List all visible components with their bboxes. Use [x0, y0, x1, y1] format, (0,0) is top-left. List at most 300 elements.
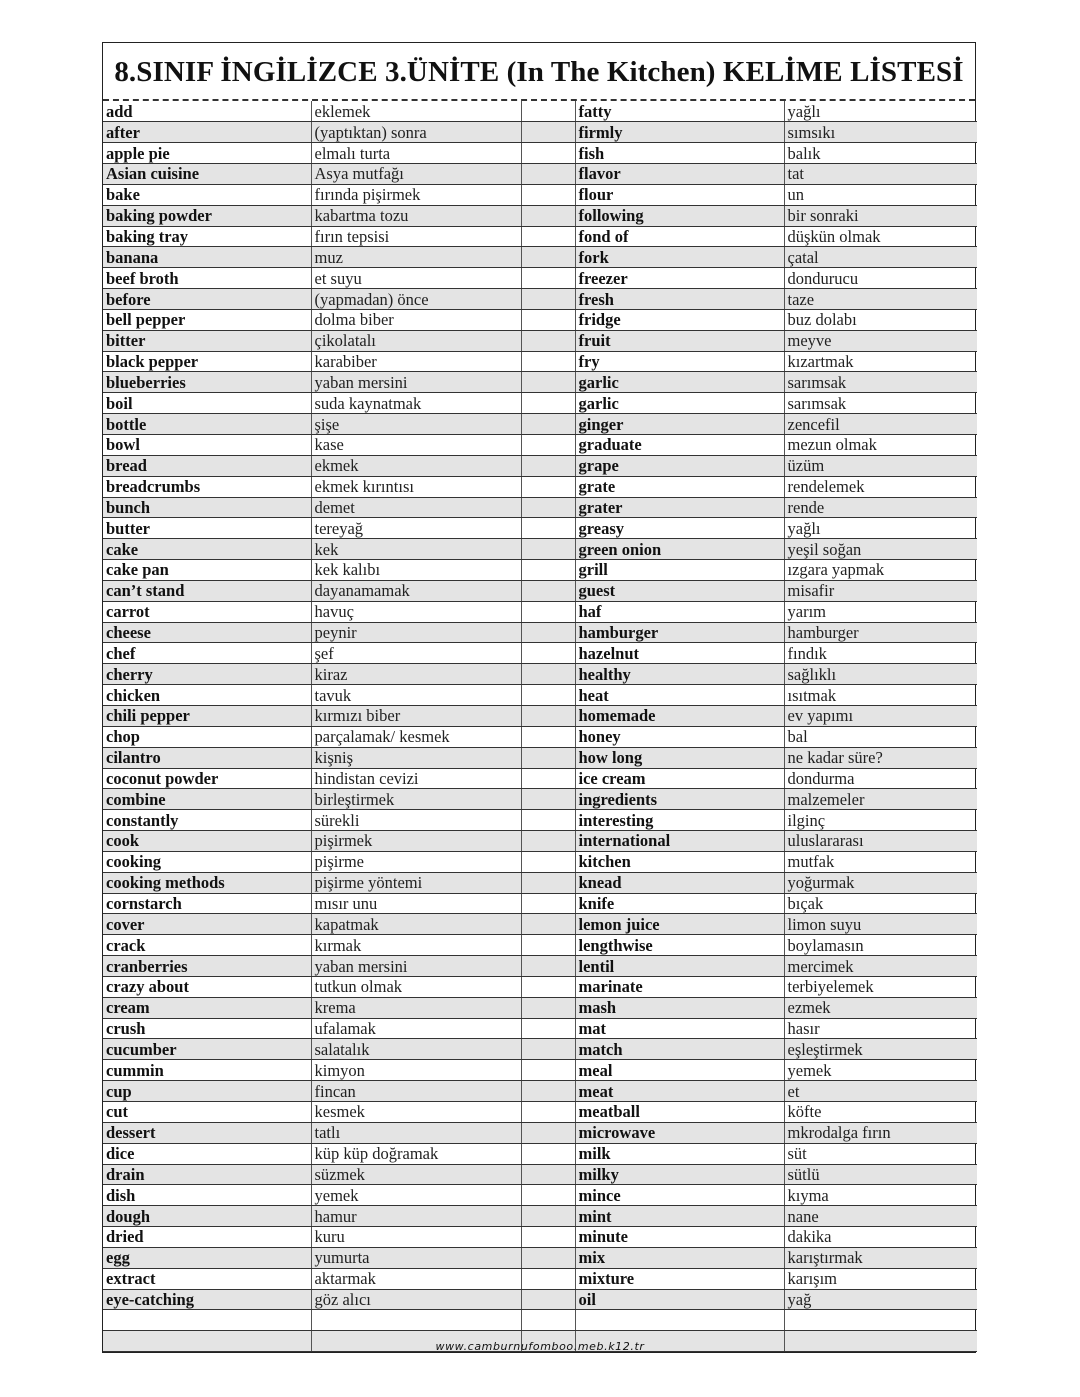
turkish-meaning: mutfak [784, 851, 977, 872]
spacer-cell [521, 143, 575, 164]
english-word: guest [575, 580, 784, 601]
turkish-meaning: mercimek [784, 956, 977, 977]
turkish-meaning: sürekli [311, 810, 521, 831]
english-word: hamburger [575, 622, 784, 643]
spacer-cell [521, 330, 575, 351]
english-word: greasy [575, 518, 784, 539]
turkish-meaning: sımsıkı [784, 122, 977, 143]
turkish-meaning: dondurucu [784, 268, 977, 289]
english-word: knead [575, 872, 784, 893]
turkish-meaning: sarımsak [784, 372, 977, 393]
turkish-meaning: misafir [784, 580, 977, 601]
english-word: constantly [103, 810, 311, 831]
spacer-cell [521, 205, 575, 226]
spacer-cell [521, 997, 575, 1018]
english-word: black pepper [103, 351, 311, 372]
spacer-cell [521, 539, 575, 560]
turkish-meaning: tat [784, 164, 977, 185]
turkish-meaning: kiraz [311, 664, 521, 685]
table-row [103, 122, 977, 143]
turkish-meaning: yağlı [784, 101, 977, 122]
turkish-meaning: çikolatalı [311, 330, 521, 351]
english-word: match [575, 1039, 784, 1060]
spacer-cell [521, 601, 575, 622]
spacer-cell [521, 893, 575, 914]
turkish-meaning: düşkün olmak [784, 226, 977, 247]
spacer-cell [521, 1289, 575, 1310]
english-word: fresh [575, 289, 784, 310]
turkish-meaning: çatal [784, 247, 977, 268]
english-word: cut [103, 1102, 311, 1123]
english-word: milk [575, 1143, 784, 1164]
spacer-cell [521, 351, 575, 372]
english-word: fruit [575, 330, 784, 351]
turkish-meaning: köfte [784, 1102, 977, 1123]
english-word: meatball [575, 1102, 784, 1123]
english-word: crack [103, 935, 311, 956]
turkish-meaning: suda kaynatmak [311, 393, 521, 414]
turkish-meaning: sağlıklı [784, 664, 977, 685]
table-row [103, 1102, 977, 1123]
english-word: dice [103, 1143, 311, 1164]
spacer-cell [521, 476, 575, 497]
english-word: bunch [103, 497, 311, 518]
turkish-meaning: hamur [311, 1206, 521, 1227]
turkish-meaning: ekmek kırıntısı [311, 476, 521, 497]
english-word: mixture [575, 1268, 784, 1289]
turkish-meaning: birleştirmek [311, 789, 521, 810]
english-word: crush [103, 1018, 311, 1039]
turkish-meaning: dolma biber [311, 309, 521, 330]
spacer-cell [521, 664, 575, 685]
english-word: dessert [103, 1122, 311, 1143]
turkish-meaning: karışım [784, 1268, 977, 1289]
english-word: honey [575, 726, 784, 747]
turkish-meaning: eşleştirmek [784, 1039, 977, 1060]
english-word: ice cream [575, 768, 784, 789]
table-row [103, 1185, 977, 1206]
english-word: mince [575, 1185, 784, 1206]
turkish-meaning: kuru [311, 1227, 521, 1248]
turkish-meaning: krema [311, 997, 521, 1018]
turkish-meaning: yağ [784, 1289, 977, 1310]
table-row [103, 1018, 977, 1039]
spacer-cell [521, 935, 575, 956]
turkish-meaning: buz dolabı [784, 309, 977, 330]
english-word: Asian cuisine [103, 164, 311, 185]
english-word: cup [103, 1081, 311, 1102]
table-row [103, 726, 977, 747]
table-row [103, 956, 977, 977]
turkish-meaning: kimyon [311, 1060, 521, 1081]
table-row [103, 330, 977, 351]
table-row [103, 143, 977, 164]
turkish-meaning: kek kalıbı [311, 560, 521, 581]
english-word: cover [103, 914, 311, 935]
english-word: chef [103, 643, 311, 664]
spacer-cell [521, 685, 575, 706]
turkish-meaning: kase [311, 435, 521, 456]
english-word: garlic [575, 393, 784, 414]
english-word: mix [575, 1247, 784, 1268]
turkish-meaning: yoğurmak [784, 872, 977, 893]
english-word: can’t stand [103, 580, 311, 601]
spacer-cell [521, 1122, 575, 1143]
english-word: bell pepper [103, 309, 311, 330]
spacer-cell [521, 226, 575, 247]
turkish-meaning: hamburger [784, 622, 977, 643]
turkish-meaning: tereyağ [311, 518, 521, 539]
english-word: mat [575, 1018, 784, 1039]
turkish-meaning: dayanamamak [311, 580, 521, 601]
english-word: ginger [575, 414, 784, 435]
turkish-meaning: bıçak [784, 893, 977, 914]
table-row [103, 622, 977, 643]
table-row [103, 1164, 977, 1185]
spacer-cell [521, 622, 575, 643]
spacer-cell [521, 1247, 575, 1268]
turkish-meaning: fırında pişirmek [311, 184, 521, 205]
english-word: mint [575, 1206, 784, 1227]
english-word: flavor [575, 164, 784, 185]
turkish-meaning: zencefil [784, 414, 977, 435]
english-word: mash [575, 997, 784, 1018]
spacer-cell [521, 976, 575, 997]
vocabulary-sheet [102, 42, 976, 1353]
spacer-cell [521, 705, 575, 726]
table-row [103, 309, 977, 330]
table-row [103, 268, 977, 289]
spacer-cell [521, 789, 575, 810]
english-word: fatty [575, 101, 784, 122]
english-word: heat [575, 685, 784, 706]
english-word: dish [103, 1185, 311, 1206]
turkish-meaning: rende [784, 497, 977, 518]
table-row [103, 851, 977, 872]
english-word [575, 1310, 784, 1331]
english-word: crazy about [103, 976, 311, 997]
english-word: fork [575, 247, 784, 268]
spacer-cell [521, 435, 575, 456]
turkish-meaning: salatalık [311, 1039, 521, 1060]
english-word: carrot [103, 601, 311, 622]
english-word: chicken [103, 685, 311, 706]
english-word: meal [575, 1060, 784, 1081]
table-row [103, 914, 977, 935]
english-word: cream [103, 997, 311, 1018]
table-row [103, 351, 977, 372]
english-word: baking tray [103, 226, 311, 247]
table-row [103, 289, 977, 310]
turkish-meaning: kabartma tozu [311, 205, 521, 226]
turkish-meaning: tatlı [311, 1122, 521, 1143]
spacer-cell [521, 289, 575, 310]
turkish-meaning: meyve [784, 330, 977, 351]
turkish-meaning: eklemek [311, 101, 521, 122]
table-row [103, 1081, 977, 1102]
turkish-meaning: fırın tepsisi [311, 226, 521, 247]
table-row [103, 893, 977, 914]
turkish-meaning: kızartmak [784, 351, 977, 372]
table-row [103, 414, 977, 435]
english-word: green onion [575, 539, 784, 560]
turkish-meaning: ilginç [784, 810, 977, 831]
footer-url: www.camburnufomboo.meb.k12.tr [435, 1340, 645, 1353]
turkish-meaning: elmalı turta [311, 143, 521, 164]
table-row [103, 497, 977, 518]
english-word: firmly [575, 122, 784, 143]
english-word: bowl [103, 435, 311, 456]
spacer-cell [521, 184, 575, 205]
table-row [103, 455, 977, 476]
turkish-meaning: dakika [784, 1227, 977, 1248]
english-word: baking powder [103, 205, 311, 226]
turkish-meaning: taze [784, 289, 977, 310]
turkish-meaning: göz alıcı [311, 1289, 521, 1310]
english-word: banana [103, 247, 311, 268]
spacer-cell [521, 1310, 575, 1331]
english-word: dough [103, 1206, 311, 1227]
table-row [103, 580, 977, 601]
turkish-meaning: bir sonraki [784, 205, 977, 226]
turkish-meaning: süzmek [311, 1164, 521, 1185]
turkish-meaning: mezun olmak [784, 435, 977, 456]
spacer-cell [521, 1081, 575, 1102]
spacer-cell [521, 247, 575, 268]
english-word: garlic [575, 372, 784, 393]
table-row [103, 435, 977, 456]
english-word: fry [575, 351, 784, 372]
turkish-meaning: kırmak [311, 935, 521, 956]
spacer-cell [521, 1018, 575, 1039]
spacer-cell [521, 497, 575, 518]
english-word: cherry [103, 664, 311, 685]
spacer-cell [521, 268, 575, 289]
spacer-cell [521, 1143, 575, 1164]
turkish-meaning: ızgara yapmak [784, 560, 977, 581]
spacer-cell [521, 810, 575, 831]
english-word: cranberries [103, 956, 311, 977]
english-word: apple pie [103, 143, 311, 164]
spacer-cell [521, 914, 575, 935]
english-word: marinate [575, 976, 784, 997]
table-row [103, 164, 977, 185]
english-word: lentil [575, 956, 784, 977]
turkish-meaning: et suyu [311, 268, 521, 289]
turkish-meaning: ne kadar süre? [784, 747, 977, 768]
turkish-meaning: küp küp doğramak [311, 1143, 521, 1164]
turkish-meaning: ezmek [784, 997, 977, 1018]
english-word: haf [575, 601, 784, 622]
page-title: 8.SINIF İNGİLİZCE 3.ÜNİTE (In The Kitchen) KELİME LİSTESİ [103, 43, 975, 101]
spacer-cell [521, 851, 575, 872]
english-word: beef broth [103, 268, 311, 289]
english-word: bottle [103, 414, 311, 435]
english-word: grill [575, 560, 784, 581]
english-word: coconut powder [103, 768, 311, 789]
turkish-meaning: karıştırmak [784, 1247, 977, 1268]
table-row [103, 976, 977, 997]
english-word: fridge [575, 309, 784, 330]
turkish-meaning: muz [311, 247, 521, 268]
table-row [103, 101, 977, 122]
english-word: minute [575, 1227, 784, 1248]
turkish-meaning: peynir [311, 622, 521, 643]
english-word: before [103, 289, 311, 310]
spacer-cell [521, 1206, 575, 1227]
turkish-meaning: sütlü [784, 1164, 977, 1185]
spacer-cell [521, 1039, 575, 1060]
english-word: graduate [575, 435, 784, 456]
english-word: cake [103, 539, 311, 560]
turkish-meaning: yemek [311, 1185, 521, 1206]
spacer-cell [521, 560, 575, 581]
english-word: cornstarch [103, 893, 311, 914]
turkish-meaning: mkrodalga fırın [784, 1122, 977, 1143]
turkish-meaning: boylamasın [784, 935, 977, 956]
turkish-meaning [784, 1310, 977, 1331]
turkish-meaning: kek [311, 539, 521, 560]
spacer-cell [521, 726, 575, 747]
turkish-meaning: bal [784, 726, 977, 747]
turkish-meaning: kapatmak [311, 914, 521, 935]
spacer-cell [521, 372, 575, 393]
table-row [103, 372, 977, 393]
spacer-cell [521, 393, 575, 414]
english-word: chop [103, 726, 311, 747]
table-row [103, 643, 977, 664]
turkish-meaning: yaban mersini [311, 372, 521, 393]
spacer-cell [521, 747, 575, 768]
english-word: breadcrumbs [103, 476, 311, 497]
turkish-meaning: balık [784, 143, 977, 164]
table-row [103, 518, 977, 539]
turkish-meaning: ekmek [311, 455, 521, 476]
table-row [103, 184, 977, 205]
turkish-meaning: pişirme yöntemi [311, 872, 521, 893]
turkish-meaning: un [784, 184, 977, 205]
english-word: cilantro [103, 747, 311, 768]
table-row [103, 768, 977, 789]
turkish-meaning: ev yapımı [784, 705, 977, 726]
english-word: lemon juice [575, 914, 784, 935]
vocabulary-table-body [103, 101, 977, 1352]
english-word: knife [575, 893, 784, 914]
table-row [103, 1060, 977, 1081]
turkish-meaning: aktarmak [311, 1268, 521, 1289]
spacer-cell [521, 1268, 575, 1289]
table-row [103, 789, 977, 810]
english-word: freezer [575, 268, 784, 289]
turkish-meaning: mısır unu [311, 893, 521, 914]
turkish-meaning: yumurta [311, 1247, 521, 1268]
turkish-meaning: hindistan cevizi [311, 768, 521, 789]
english-word: cucumber [103, 1039, 311, 1060]
spacer-cell [521, 831, 575, 852]
turkish-meaning: şef [311, 643, 521, 664]
turkish-meaning: yemek [784, 1060, 977, 1081]
spacer-cell [521, 122, 575, 143]
spacer-cell [521, 956, 575, 977]
turkish-meaning: sarımsak [784, 393, 977, 414]
table-row [103, 226, 977, 247]
english-word: add [103, 101, 311, 122]
english-word: grater [575, 497, 784, 518]
table-row [103, 1310, 977, 1331]
english-word: bread [103, 455, 311, 476]
spacer-cell [521, 643, 575, 664]
turkish-meaning: kişniş [311, 747, 521, 768]
turkish-meaning: malzemeler [784, 789, 977, 810]
table-row [103, 685, 977, 706]
table-row [103, 1268, 977, 1289]
english-word: cummin [103, 1060, 311, 1081]
table-row [103, 872, 977, 893]
vocabulary-table [103, 101, 977, 1352]
table-row [103, 1143, 977, 1164]
table-row [103, 705, 977, 726]
english-word: following [575, 205, 784, 226]
table-row [103, 1122, 977, 1143]
english-word: interesting [575, 810, 784, 831]
english-word: grate [575, 476, 784, 497]
table-row [103, 1227, 977, 1248]
turkish-meaning: tutkun olmak [311, 976, 521, 997]
table-row [103, 810, 977, 831]
english-word: grape [575, 455, 784, 476]
turkish-meaning: dondurma [784, 768, 977, 789]
spacer-cell [521, 872, 575, 893]
turkish-meaning: pişirme [311, 851, 521, 872]
turkish-meaning: et [784, 1081, 977, 1102]
english-word: dried [103, 1227, 311, 1248]
english-word: international [575, 831, 784, 852]
english-word: extract [103, 1268, 311, 1289]
english-word: kitchen [575, 851, 784, 872]
english-word: how long [575, 747, 784, 768]
english-word: eye-catching [103, 1289, 311, 1310]
turkish-meaning: uluslararası [784, 831, 977, 852]
turkish-meaning: demet [311, 497, 521, 518]
spacer-cell [521, 1102, 575, 1123]
english-word: fish [575, 143, 784, 164]
table-row [103, 601, 977, 622]
turkish-meaning: kıyma [784, 1185, 977, 1206]
spacer-cell [521, 1164, 575, 1185]
english-word: oil [575, 1289, 784, 1310]
english-word: cook [103, 831, 311, 852]
turkish-meaning: şişe [311, 414, 521, 435]
turkish-meaning: ufalamak [311, 1018, 521, 1039]
english-word: fond of [575, 226, 784, 247]
english-word: healthy [575, 664, 784, 685]
turkish-meaning: limon suyu [784, 914, 977, 935]
turkish-meaning: Asya mutfağı [311, 164, 521, 185]
table-row [103, 1247, 977, 1268]
table-row [103, 205, 977, 226]
turkish-meaning: nane [784, 1206, 977, 1227]
turkish-meaning: karabiber [311, 351, 521, 372]
turkish-meaning: üzüm [784, 455, 977, 476]
table-row [103, 1206, 977, 1227]
table-row [103, 539, 977, 560]
turkish-meaning: kesmek [311, 1102, 521, 1123]
turkish-meaning: terbiyelemek [784, 976, 977, 997]
turkish-meaning: hasır [784, 1018, 977, 1039]
english-word: combine [103, 789, 311, 810]
spacer-cell [521, 1060, 575, 1081]
turkish-meaning: ısıtmak [784, 685, 977, 706]
